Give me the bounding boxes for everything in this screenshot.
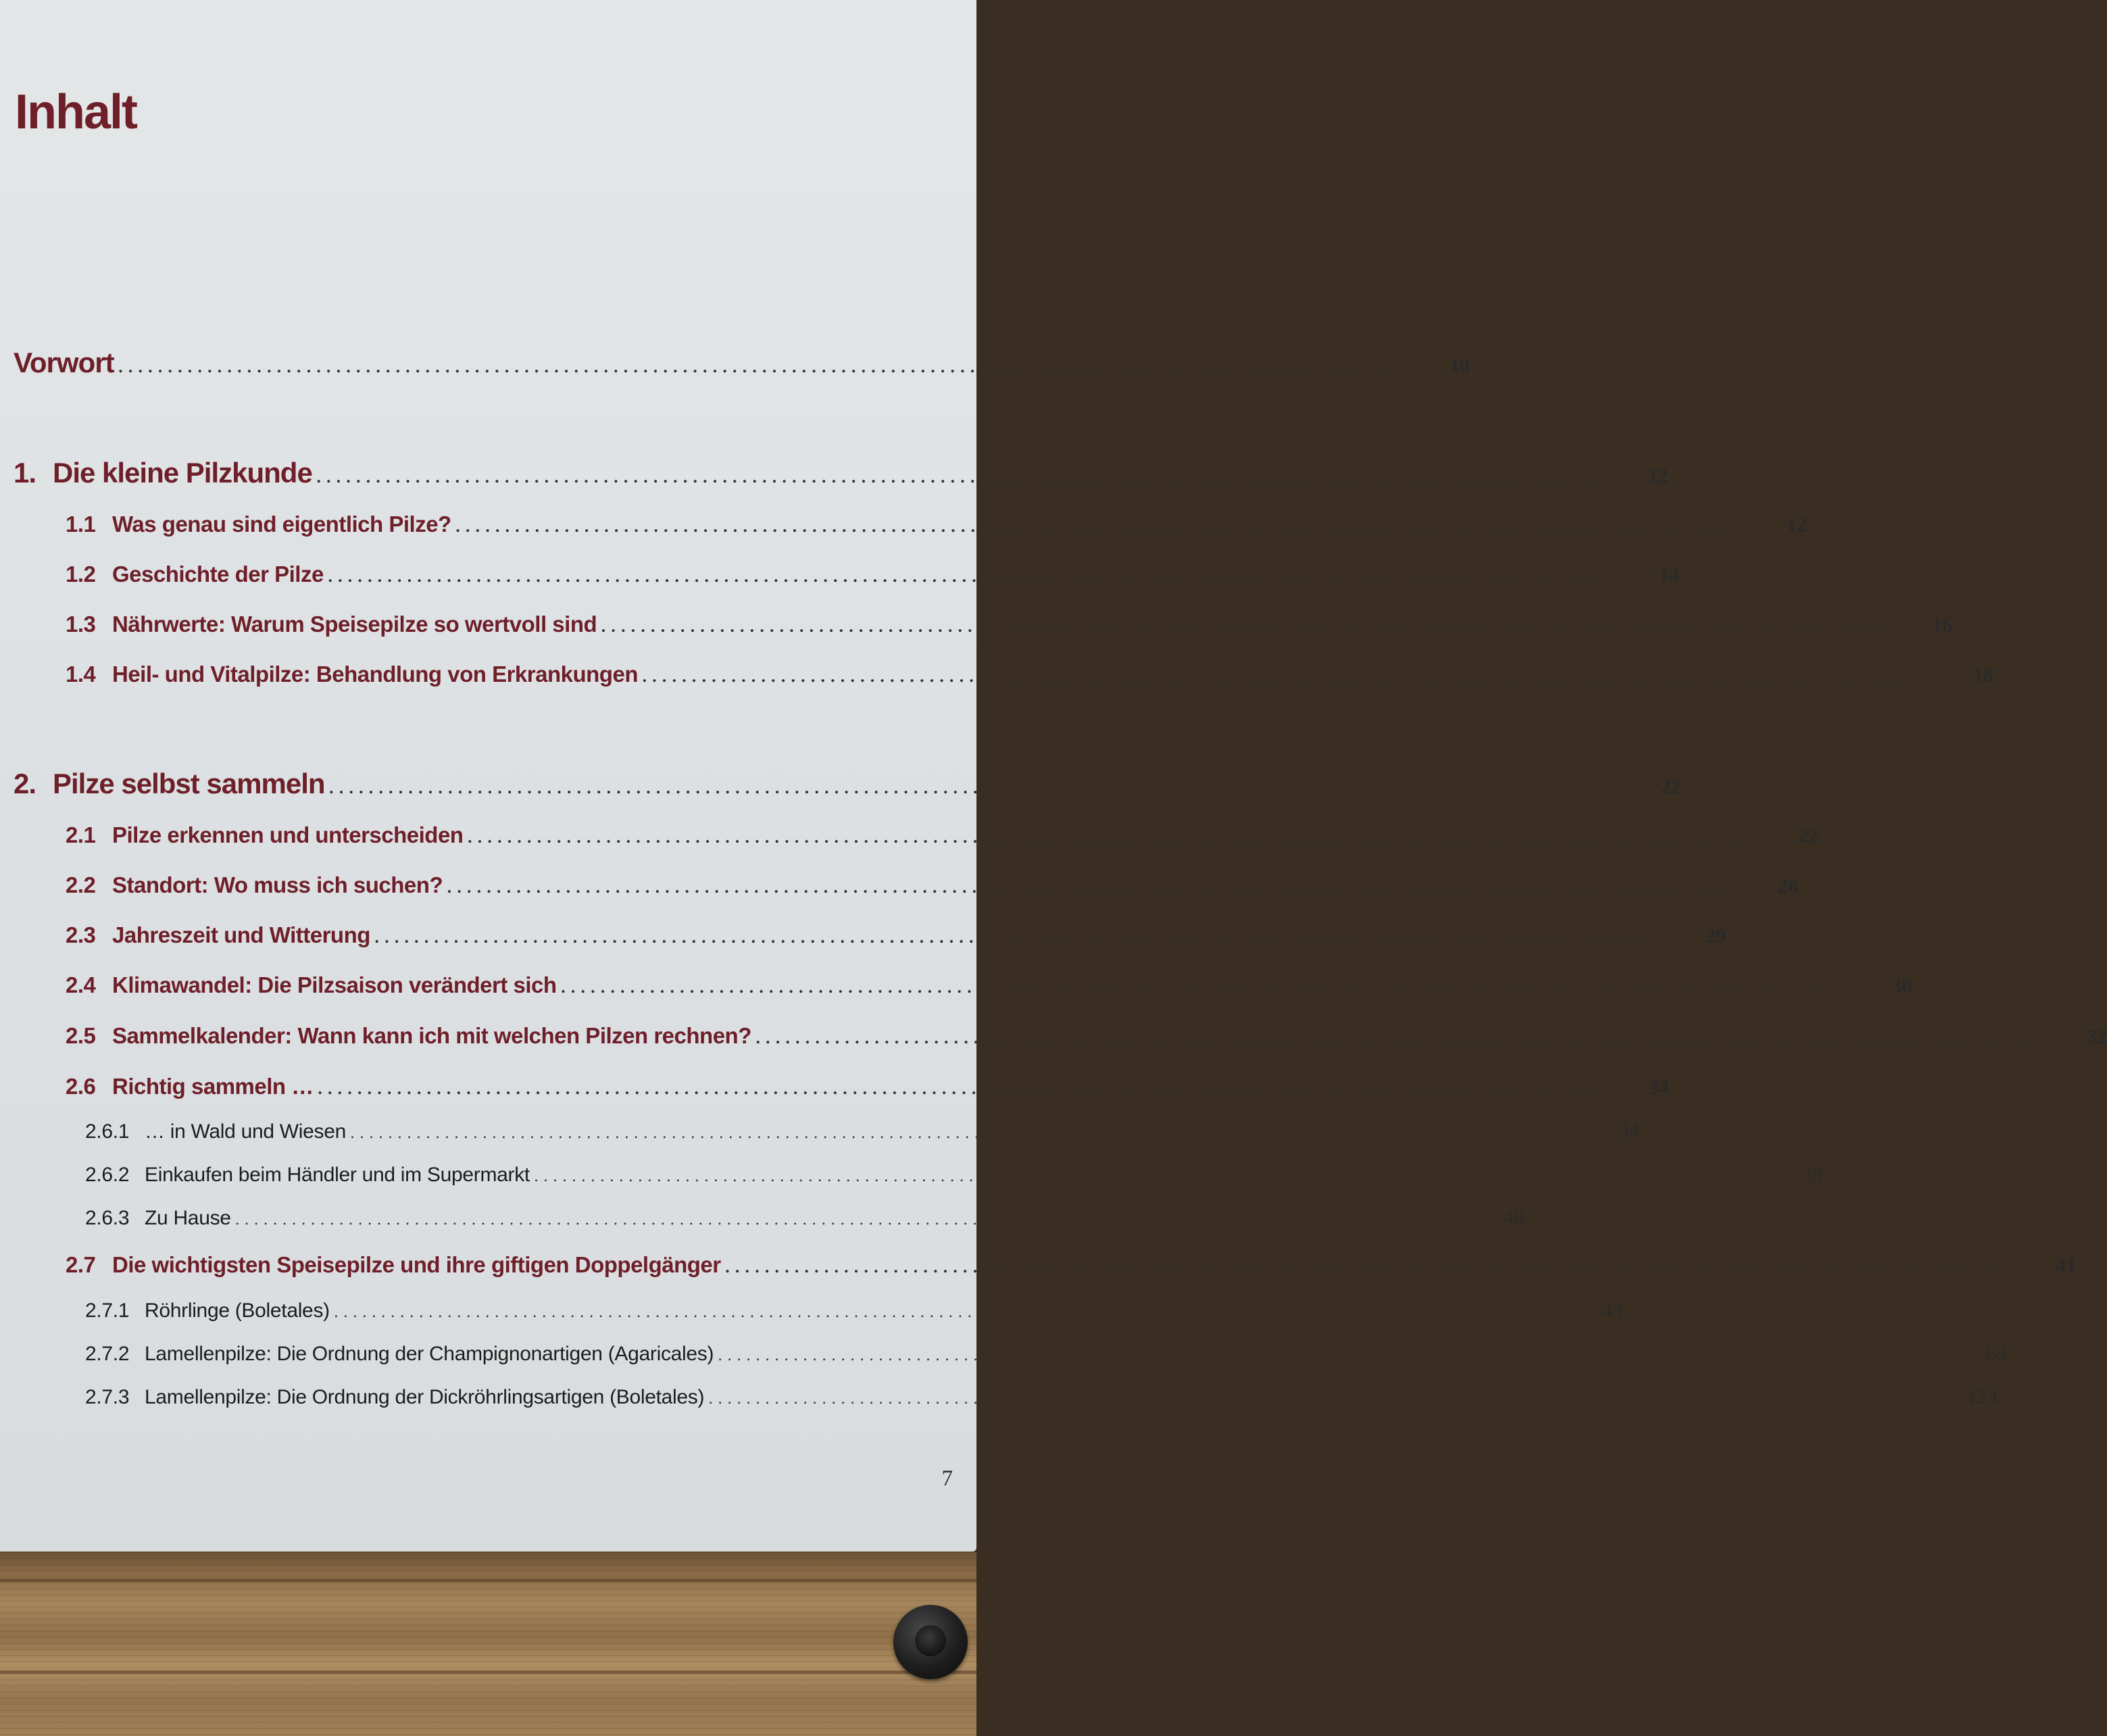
dot-leader: .................................................................................................................................. [455, 518, 1743, 536]
toc-entry-chapter-2 [14, 768, 1681, 800]
dot-leader: .................................................................................................................................. [333, 1304, 1563, 1321]
dot-leader: .................................................................................................................................. [447, 879, 1735, 897]
toc-entry-number: 2.6 [66, 1074, 96, 1099]
toc-page-number: 123 [1966, 1385, 1998, 1408]
dot-leader: .................................................................................................................................. [755, 1030, 2043, 1047]
toc-entry-1-1 [66, 512, 1807, 537]
toc-page-number: 29 [1705, 924, 1726, 947]
dot-leader: .................................................................................................................................. [234, 1212, 1464, 1229]
toc-entry-2-2 [66, 872, 1798, 898]
toc-entry-number: 2.7.3 [85, 1386, 130, 1408]
dot-leader: .................................................................................................................................. [317, 1081, 1606, 1098]
toc-page-number: 34 [1618, 1119, 1639, 1143]
toc-entry-number: 2.1 [66, 822, 96, 847]
toc-entry-title: Richtig sammeln … [112, 1074, 314, 1099]
dot-leader: .................................................................................................................................. [533, 1168, 1764, 1185]
toc-entry-2-4 [66, 972, 1912, 998]
dot-leader: .................................................................................................................................. [350, 1125, 1580, 1142]
toc-entry-number: 2.3 [66, 922, 96, 947]
toc-page-number: 41 [2056, 1254, 2077, 1277]
toc-page-number: 43 [1602, 1298, 1622, 1322]
toc-entry-title: Jahreszeit und Witterung [112, 922, 370, 947]
toc-page-number: 22 [1660, 774, 1681, 798]
toc-entry-1-3 [66, 612, 1952, 637]
page-title: Inhalt [15, 85, 137, 139]
toc-page-number: 32 [2086, 1024, 2107, 1048]
dot-leader: .................................................................................................................................. [560, 979, 1849, 997]
toc-entry-number: 2.7.2 [85, 1343, 130, 1365]
toc-entry-title: Lamellenpilze: Die Ordnung der Dickröhrlingsartigen (Boletales) [145, 1386, 705, 1408]
toc-entry-2-5 [66, 1023, 2107, 1049]
toc-page-number: 26 [1777, 874, 1798, 897]
toc-entry-number: 2. [14, 768, 36, 799]
desk-seam [0, 1670, 976, 1674]
toc-entry-number: 2.7.1 [85, 1299, 130, 1322]
toc-page-number: 12 [1647, 464, 1668, 487]
toc-page-number: 30 [1891, 974, 1912, 997]
toc-entry-2-7-1 [85, 1298, 1622, 1322]
toc-entry-number: 1. [14, 457, 36, 489]
dot-leader: .................................................................................................................................. [316, 469, 1604, 487]
toc-entry-2-7-2 [85, 1341, 2007, 1366]
toc-entry-2-7-3 [85, 1385, 1998, 1409]
dot-leader: .................................................................................................................................. [467, 829, 1756, 847]
toc-entry-title: Heil- und Vitalpilze: Behandlung von Erkrankungen [112, 662, 638, 687]
toc-entry-2-6-3 [85, 1206, 1524, 1230]
toc-entry-1-2 [66, 562, 1679, 587]
dot-leader: .................................................................................................................................. [641, 668, 1930, 686]
toc-entry-title: Geschichte der Pilze [112, 562, 324, 587]
toc-entry-number: 1.3 [66, 612, 96, 637]
toc-page-number: 10 [1449, 353, 1470, 377]
dot-leader: .................................................................................................................................. [601, 618, 1889, 636]
toc-entry-chapter-1 [14, 457, 1668, 489]
toc-entry-title: Röhrlinge (Boletales) [145, 1299, 330, 1322]
toc-entry-number: 2.6.2 [85, 1164, 130, 1186]
toc-entry-title: … in Wald und Wiesen [145, 1120, 347, 1143]
toc-page-number: 12 [1786, 513, 1807, 537]
toc-entry-number: 1.4 [66, 662, 96, 687]
dot-leader: .................................................................................................................................. [708, 1391, 1938, 1408]
toc-page-number: 22 [1798, 824, 1819, 847]
toc-entry-vorwort [14, 347, 1470, 379]
toc-entry-number: 2.2 [66, 872, 96, 897]
page-folio-number: 7 [941, 1466, 953, 1491]
toc-entry-2-6-1 [85, 1119, 1639, 1143]
toc-entry-title: Vorwort [14, 347, 114, 378]
toc-entry-title: Klimawandel: Die Pilzsaison verändert sich [112, 972, 557, 997]
toc-entry-2-6 [66, 1074, 1669, 1099]
toc-entry-title: Pilze erkennen und unterscheiden [112, 822, 464, 847]
toc-entry-title: Zu Hause [145, 1207, 231, 1229]
toc-entry-number: 1.1 [66, 512, 96, 537]
toc-entry-1-4 [66, 662, 1993, 687]
toc-entry-2-7 [66, 1252, 2077, 1278]
toc-entry-number: 2.4 [66, 972, 96, 997]
toc-page-number: 14 [1658, 563, 1679, 587]
toc-entry-2-3 [66, 922, 1726, 948]
desk-seam [0, 1579, 976, 1582]
wooden-desk-background [0, 1552, 976, 1736]
dot-leader: .................................................................................................................................. [118, 359, 1406, 376]
toc-entry-title: Die kleine Pilzkunde [53, 457, 312, 489]
dot-leader: .................................................................................................................................. [327, 568, 1616, 586]
toc-entry-number: 1.2 [66, 562, 96, 587]
dot-leader: .................................................................................................................................. [718, 1347, 1948, 1364]
dot-leader: .................................................................................................................................. [374, 929, 1662, 947]
toc-entry-number: 2.7 [66, 1252, 96, 1277]
toc-entry-2-6-2 [85, 1162, 1823, 1187]
toc-entry-number: 2.6.1 [85, 1120, 130, 1143]
toc-page-number: 69 [1985, 1341, 2007, 1365]
screw-head-icon [893, 1605, 968, 1679]
dot-leader: .................................................................................................................................. [328, 780, 1617, 797]
toc-entry-title: Die wichtigsten Speisepilze und ihre giftigen Doppelgänger [112, 1252, 721, 1277]
toc-page-number: 39 [1802, 1162, 1823, 1186]
toc-page-number: 16 [1931, 613, 1952, 637]
toc-entry-title: Lamellenpilze: Die Ordnung der Champignonartigen (Agaricales) [145, 1343, 714, 1365]
toc-entry-title: Was genau sind eigentlich Pilze? [112, 512, 451, 537]
toc-page-number: 34 [1648, 1075, 1669, 1099]
toc-entry-title: Standort: Wo muss ich suchen? [112, 872, 443, 897]
dot-leader: .................................................................................................................................. [724, 1259, 2013, 1276]
toc-entry-title: Sammelkalender: Wann kann ich mit welchen Pilzen rechnen? [112, 1023, 751, 1048]
toc-entry-2-1 [66, 822, 1819, 848]
toc-entry-title: Einkaufen beim Händler und im Supermarkt [145, 1164, 530, 1186]
toc-entry-title: Nährwerte: Warum Speisepilze so wertvoll sind [112, 612, 597, 637]
toc-page-number: 40 [1503, 1206, 1524, 1229]
toc-entry-number: 2.6.3 [85, 1207, 130, 1229]
toc-page-number: 18 [1973, 663, 1993, 687]
toc-entry-number: 2.5 [66, 1023, 96, 1048]
toc-entry-title: Pilze selbst sammeln [53, 768, 325, 799]
